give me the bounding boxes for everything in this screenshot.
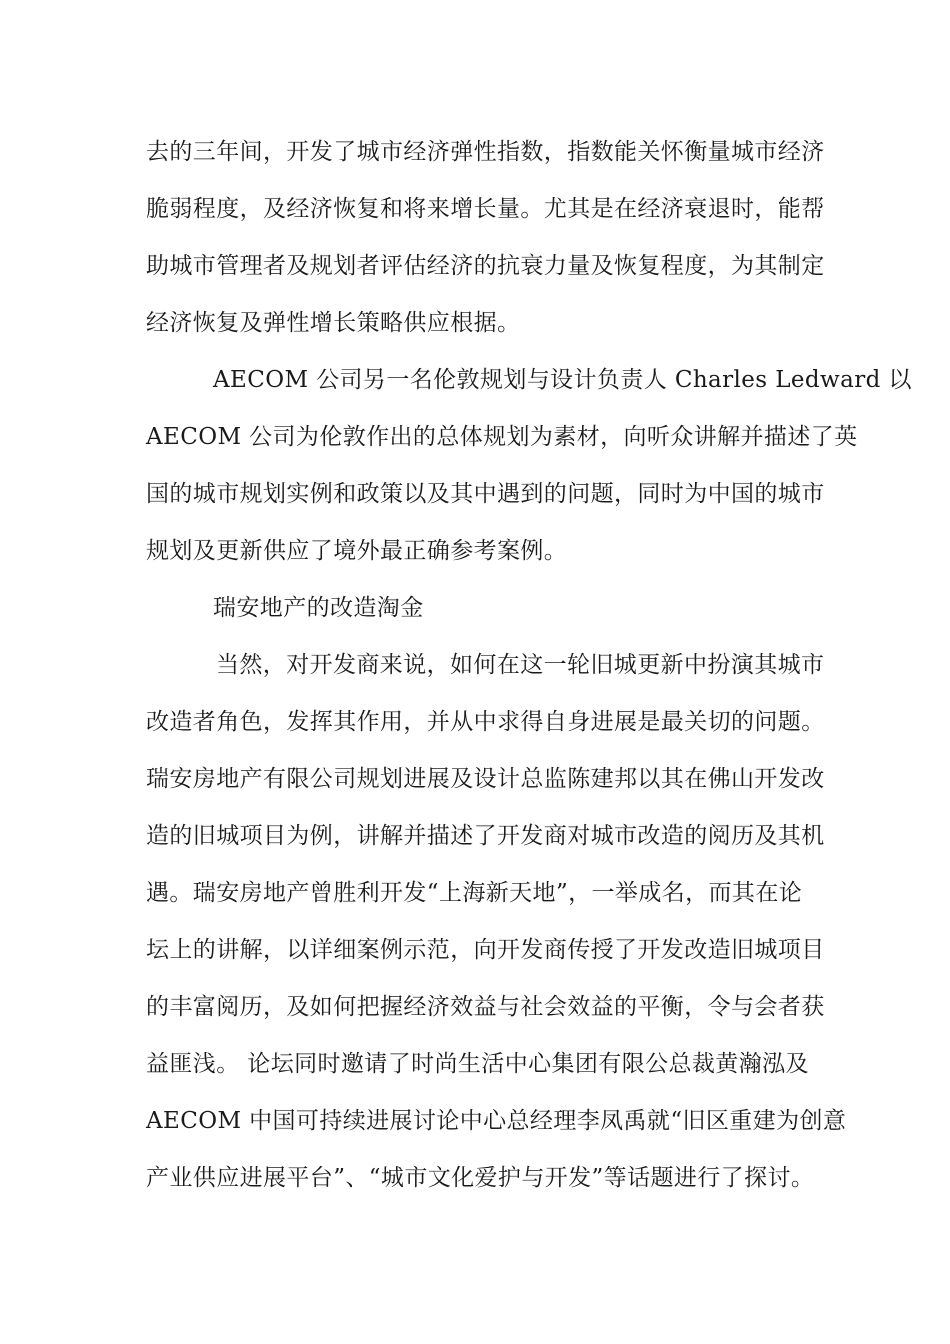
paragraph-line: 当然，对开发商来说，如何在这一轮旧城更新中扮演其城市 [216, 652, 825, 678]
paragraph-line: 遇。瑞安房地产曾胜利开发“上海新天地”，一举成名，而其在论 [146, 880, 803, 906]
paragraph-line: AECOM 公司另一名伦敦规划与设计负责人 Charles Ledward 以 [213, 367, 912, 393]
paragraph-line: AECOM 公司为伦敦作出的总体规划为素材，向听众讲解并描述了英 [146, 424, 858, 450]
paragraph-line: 助城市管理者及规划者评估经济的抗衰力量及恢复程度，为其制定 [146, 253, 825, 279]
paragraph-line: 国的城市规划实例和政策以及其中遇到的问题，同时为中国的城市 [146, 481, 825, 507]
paragraph-line: 的丰富阅历，及如何把握经济效益与社会效益的平衡，令与会者获 [146, 994, 825, 1020]
paragraph-line: 产业供应进展平台”、“城市文化爱护与开发”等话题进行了探讨。 [146, 1165, 815, 1191]
paragraph-line: 瑞安房地产有限公司规划进展及设计总监陈建邦以其在佛山开发改 [146, 766, 825, 792]
paragraph-line: 造的旧城项目为例，讲解并描述了开发商对城市改造的阅历及其机 [146, 823, 825, 849]
paragraph-line: 规划及更新供应了境外最正确参考案例。 [146, 538, 568, 564]
paragraph-line: AECOM 中国可持续进展讨论中心总经理李凤禹就“旧区重建为创意 [146, 1108, 847, 1134]
paragraph-line: 坛上的讲解，以详细案例示范，向开发商传授了开发改造旧城项目 [146, 937, 825, 963]
paragraph-line: 改造者角色，发挥其作用，并从中求得自身进展是最关切的问题。 [146, 709, 825, 735]
paragraph-line: 去的三年间，开发了城市经济弹性指数，指数能关怀衡量城市经济 [146, 139, 825, 165]
paragraph-line: 经济恢复及弹性增长策略供应根据。 [146, 310, 521, 336]
section-heading: 瑞安地产的改造淘金 [213, 595, 424, 621]
paragraph-line: 脆弱程度，及经济恢复和将来增长量。尤其是在经济衰退时，能帮 [146, 196, 825, 222]
paragraph-line: 益匪浅。 论坛同时邀请了时尚生活中心集团有限公总裁黄瀚泓及 [146, 1051, 809, 1077]
